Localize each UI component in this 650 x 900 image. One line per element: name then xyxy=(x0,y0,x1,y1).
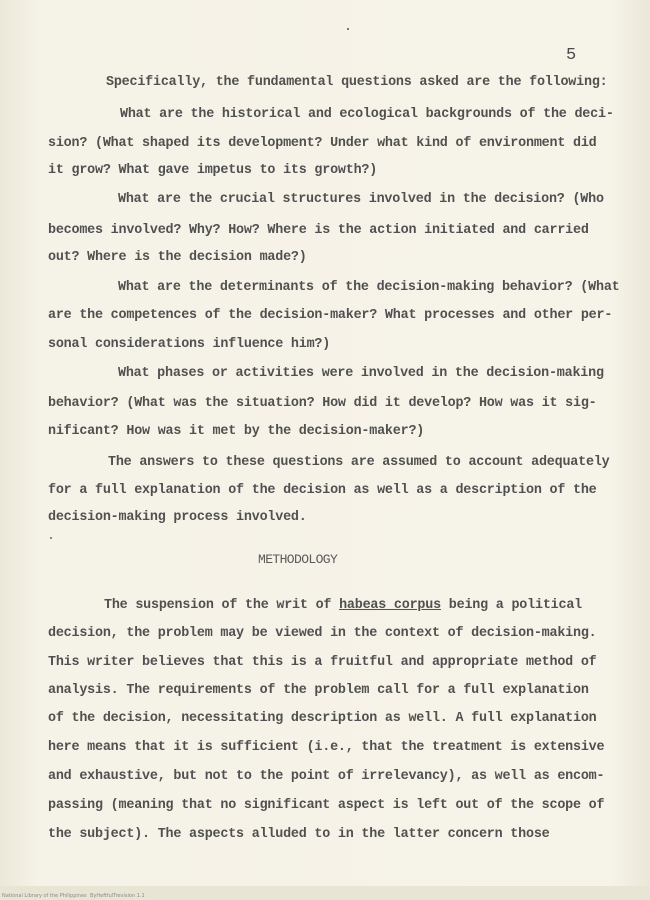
text-line: analysis. The requirements of the problem call for a full explanation xyxy=(48,683,589,698)
text-line: What are the determinants of the decision-making behavior? (What xyxy=(118,280,620,295)
underlined-term: habeas corpus xyxy=(339,598,441,613)
text-line: for a full explanation of the decision as well as a description of the xyxy=(48,483,597,498)
text-line: and exhaustive, but not to the point of irrelevancy), as well as encom- xyxy=(48,769,605,784)
text-line: sonal considerations influence him?) xyxy=(48,337,331,352)
text-line: What phases or activities were involved in the decision-making xyxy=(118,366,604,381)
ink-speck xyxy=(50,537,52,539)
footer-right: ByHeftfulTrevision 1.1 xyxy=(90,893,145,899)
page-number: 5 xyxy=(566,46,577,65)
text-line: becomes involved? Why? How? Where is the action initiated and carried xyxy=(48,223,589,238)
text-line: out? Where is the decision made?) xyxy=(48,250,307,265)
text-line: here means that it is sufficient (i.e., that the treatment is extensive xyxy=(48,740,605,755)
section-heading: METHODOLOGY xyxy=(258,552,338,567)
text-line: of the decision, necessitating description as well. A full explanation xyxy=(48,711,597,726)
text-line: Specifically, the fundamental questions asked are the following: xyxy=(106,75,608,90)
text-line: decision-making process involved. xyxy=(48,510,307,525)
footer-left: National Library of the Philippines xyxy=(2,893,87,899)
text-line: This writer believes that this is a fruitful and appropriate method of xyxy=(48,655,597,670)
text-line: sion? (What shaped its development? Under what kind of environment did xyxy=(48,136,597,151)
ink-speck xyxy=(347,28,349,30)
text-line: What are the historical and ecological backgrounds of the deci- xyxy=(120,107,614,122)
text-line: the subject). The aspects alluded to in the latter concern those xyxy=(48,827,550,842)
text-line: The answers to these questions are assumed to account adequately xyxy=(108,455,610,470)
text-line: decision, the problem may be viewed in the context of decision-making. xyxy=(48,626,597,641)
text-line: The suspension of the writ of habeas corpus being a political xyxy=(104,598,582,613)
text-line: nificant? How was it met by the decision-maker?) xyxy=(48,424,425,439)
text-line: it grow? What gave impetus to its growth?) xyxy=(48,163,378,178)
text-line: are the competences of the decision-maker? What processes and other per- xyxy=(48,308,613,323)
text-line: What are the crucial structures involved in the decision? (Who xyxy=(118,192,604,207)
text-line: passing (meaning that no significant aspect is left out of the scope of xyxy=(48,798,605,813)
scan-footer xyxy=(0,886,650,900)
text-line: behavior? (What was the situation? How did it develop? How was it sig- xyxy=(48,396,597,411)
